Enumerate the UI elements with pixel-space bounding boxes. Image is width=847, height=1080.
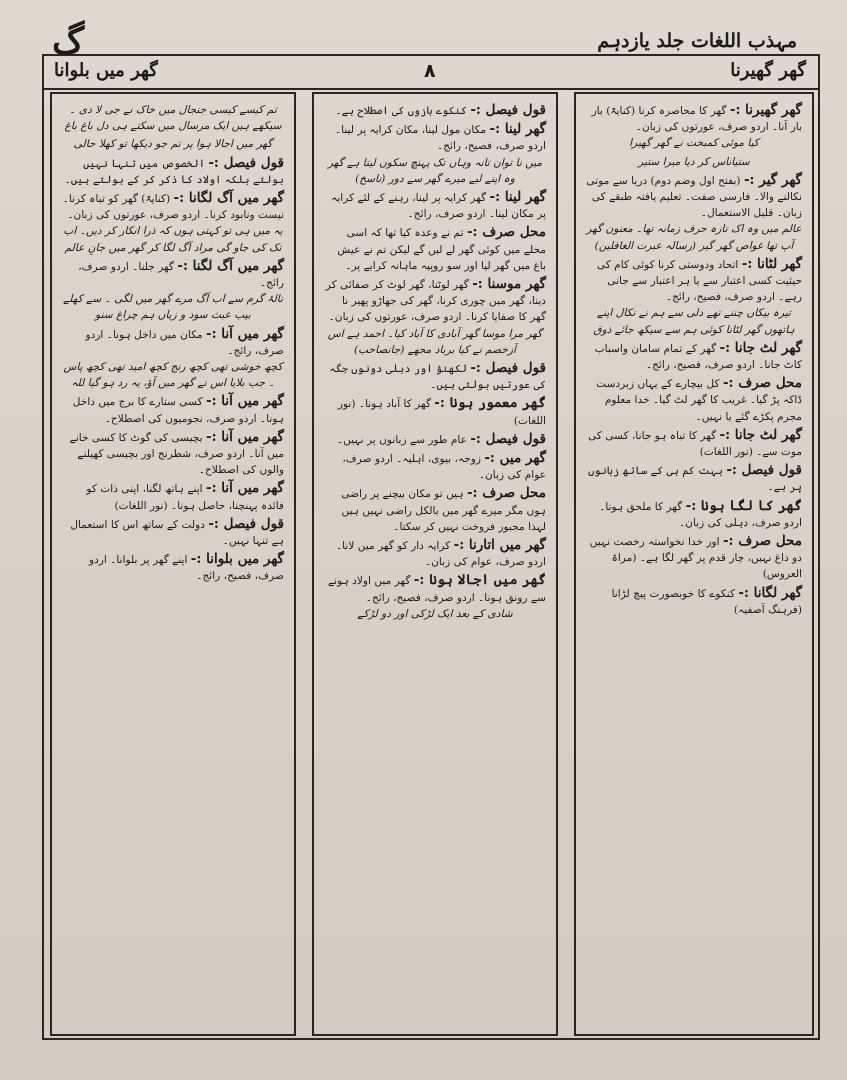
entry-headword: محل صرف :- (722, 375, 802, 392)
dictionary-entry (62, 102, 284, 134)
dictionary-entry (62, 429, 284, 479)
page-number: ۸ (424, 60, 436, 82)
entry-headword: قول فیصل :- (208, 515, 284, 532)
dictionary-entry (62, 516, 284, 549)
entry-definition: بچیسی کی گوٹ کا کسی خانے میں آنا۔ اردو صرف، شطرنج اور بچیسی کھیلنے والوں کی اصطلاح۔ (69, 431, 284, 477)
page-header (44, 56, 818, 90)
entry-verse: کیا موئی کمبخت نے گھر گھیرا (629, 137, 759, 150)
entry-definition: اور خدا نخواستہ رخصت نہیں دو داغ نہیں، چار قدم پر گھر لگا ہے۔ (مراۃ العروس) (589, 536, 802, 581)
dictionary-entry (586, 585, 802, 618)
header-first-entry: گھر گھیرنا (730, 60, 806, 81)
page-frame (42, 54, 820, 1040)
entry-headword: گھر میں :- (484, 450, 546, 467)
dictionary-entry (62, 326, 284, 392)
entry-headword: قول فیصل :- (470, 430, 546, 447)
dictionary-entry (324, 395, 546, 428)
entry-headword: محل صرف :- (466, 485, 546, 502)
entry-verse: میں نا توان تانہ وہاں تک پہنچ سکوں لیتا ہے گھر وہ اپنے لیے میرے گھر سے دور (ناسخ) (327, 156, 543, 185)
header-last-entry: گھر میں بلوانا (54, 60, 158, 81)
entry-headword: گھر لٹانا :- (741, 255, 802, 272)
entry-definition: اتحاد ودوستی کرنا کوئی کام کی حیثیت کسی اعتبار سے یا ہر اعتبار سے جانی رہے۔ اردو صرف، فصیح، رائج۔ (596, 258, 802, 304)
entry-headword: گھر لینا :- (489, 189, 546, 206)
dictionary-entry (62, 393, 284, 426)
entry-headword: گھر میں آگ لگنا :- (177, 257, 284, 274)
entry-headword: گھر کا لگا ہونا :- (685, 497, 802, 514)
entry-definition: گھر لوٹنا، گھر لوٹ کر صفائی کر دینا، گھر میں چوری کرنا، گھر کی جھاڑو پھیر نا گھر کا صفایا کرنا۔ اردو صرف، عورتوں کی زبان۔ (325, 279, 546, 324)
dictionary-entry (324, 537, 546, 570)
entry-verse: تیرہ بیکاں چننے تھے دلی سے ہم نے نکال اپنے ہاتھوں گھر لٹانا کوئی ہم سے سیکھ جائے ذوق (593, 307, 795, 336)
dictionary-entry (586, 102, 802, 152)
dictionary-entry (62, 190, 284, 256)
entry-definition: اپنے گھر پر بلوانا۔ اردو صرف، فصیح، رائج۔ (88, 554, 284, 583)
dictionary-entry (62, 155, 284, 188)
entry-headword: گھر میں بلوانا :- (190, 551, 284, 568)
entry-definition: گھر کا آباد ہونا۔ (نور اللغات) (337, 398, 546, 427)
dictionary-entry (586, 256, 802, 338)
entry-verse: یہ میں ہی تو کہتی ہوں کہ ذرا انکار کر دیں۔ اب تک کی جاو گی مراد آگ لگا کر گھر میں جانِ عالم (63, 225, 283, 254)
dictionary-entry (586, 375, 802, 425)
entry-verse: ستیاناس کر دیا میرا ستیر (638, 155, 750, 168)
entry-headword: گھر گیر :- (743, 171, 802, 188)
dictionary-entry (586, 533, 802, 583)
entry-definition: لکھنؤ اور دہلی دونوں جگہ کی عورتیں بولتی ہیں۔ (329, 363, 546, 392)
entry-definition: کسی ستارے کا برج میں داخل ہونا۔ اردو صرف، نجومیوں کی اصطلاح۔ (72, 396, 284, 425)
column-middle (312, 92, 558, 1036)
entry-headword: گھر میں آنا :- (206, 428, 284, 445)
dictionary-entry (324, 360, 546, 393)
entry-definition: مکان مول لینا، مکان کرایہ پر لینا۔ اردو صرف، فصیح، رائج۔ (334, 124, 546, 153)
entry-headword: قول فیصل :- (470, 360, 546, 377)
entry-definition: کرایہ دار کو گھر میں لانا۔ اردو صرف، عوام کی زبان۔ (335, 540, 546, 569)
entry-verse: گھر مرا موسا گھر آبادی کا آباد کیا۔ احمد ہے اس آزخصم نے کیا برباد مجھے (جانصاحب) (327, 327, 543, 356)
running-title: مہذب اللغات جلد یازدہم (597, 30, 797, 52)
entry-definition: گھر جلنا۔ اردو صرف، رائج۔ (78, 260, 284, 290)
dictionary-entry (586, 427, 802, 460)
entry-definition: گھر کے تمام سامان واسباب کاٹ جانا۔ اردو صرف، فصیح، رائج۔ (594, 342, 802, 372)
dictionary-entry (586, 498, 802, 531)
dictionary-entry (324, 121, 546, 187)
entry-definition: گھر کا تباہ ہو جانا، کسی کی موت سے۔ (نور اللغات) (588, 429, 802, 459)
dictionary-entry (324, 572, 546, 622)
dictionary-entry (586, 154, 802, 170)
entry-definition: مکان میں داخل ہونا۔ اردو صرف، رائج۔ (85, 328, 284, 357)
entry-definition: زوجہ، بیوی، اہلیہ۔ اردو صرف، عوام کی زبان۔ (342, 453, 546, 482)
entry-verse: گھر میں اجالا ہوا پر تم جو دیکھا تو کھلا حالی (73, 138, 273, 151)
dictionary-entry (324, 189, 546, 222)
entry-definition: (کنایۃً) گھر کو تباہ کرنا۔ نیست ونابود کرنا۔ اردو صرف، عورتوں کی زبان۔ (62, 193, 284, 222)
entry-headword: قول فیصل :- (726, 462, 802, 479)
entry-definition: اپنے ہاتھ لگنا، اپنی ذات کو فائدہ پہنچنا، حاصل ہونا۔ (نور اللغات) (86, 483, 284, 512)
dictionary-entry (324, 224, 546, 274)
dictionary-entry (62, 551, 284, 584)
column-right (574, 92, 814, 1036)
entry-headword: محل صرف :- (466, 224, 546, 241)
entry-definition: کل بیچارے کے یہاں زبردست ڈاکہ پڑ گیا۔ غریب کا گھر لٹ گیا۔ خدا معلوم مجرم پکڑے گئے یا نہیں۔ (596, 378, 802, 423)
entry-definition: تم نے وعدہ کیا تھا کہ اسی محلے میں کوئی گھر لے لیں گے لیکن تم نے عیش باغ میں گھر لیا اور سو روپیہ ماہانہ کرایے پر۔ (337, 227, 546, 272)
entry-definition: گھر میں اولاد ہونے سے رونق ہونا۔ اردو صرف، فصیح، رائج۔ (327, 575, 546, 604)
entry-headword: گھر میں آگ لگانا :- (173, 190, 284, 207)
entry-definition: گھر کرایہ پر لینا، رہنے کے لئے کرایہ پر مکان لینا۔ اردو صرف، رائج۔ (331, 192, 546, 221)
entry-headword: گھر لٹ جانا :- (719, 426, 802, 443)
entry-headword: گھر میں آنا :- (206, 393, 284, 410)
entry-definition: کنکوے کا خوبصورت پیچ لڑانا (فرہنگ آصفیہ) (611, 587, 802, 616)
entry-verse: نالۂ گرم سے اب آگ مرے گھر میں لگی ۔ سے کھلے بیب عبث سود و زیاں ہم چراغ سنو (63, 293, 283, 322)
dictionary-entry (586, 340, 802, 373)
dictionary-entry (324, 102, 546, 119)
entry-headword: گھر گھیرنا :- (729, 102, 802, 118)
entry-verse: شادی کے بعد ایک لڑکی اور دو لڑکے (357, 607, 513, 620)
entry-headword: گھر میں اجالا ہونا :- (413, 572, 546, 589)
entry-verse: عالم میں وہ اک تازہ حرف زمانہ تھا۔ معنون گھر آپ تھا غواص گھر گیر (رسالہ عبرت الغافلین) (586, 223, 802, 252)
entry-definition: گھر کا محاصرہ کرنا (کنایۃً) بار بار آنا۔ اردو صرف، عورتوں کی زبان۔ (591, 105, 802, 134)
entry-headword: گھر میں آنا :- (206, 480, 284, 497)
entry-verse: تم کیسے کیسی جنجال میں خاک نے جی لا دی ۔ سیکھے ہیں ایک مرسال میں سکتے ہی دل باغ باغ (64, 104, 282, 133)
entry-headword: قول فیصل :- (470, 102, 546, 118)
entry-headword: گھر میں اتارنا :- (453, 537, 546, 554)
dictionary-entry (324, 431, 546, 448)
entry-definition: بہت کم ہی کے ساتھ زبانوں پر ہے۔ (588, 465, 802, 494)
dictionary-entry (324, 276, 546, 358)
entry-definition: الخصوص میں تنہا نہیں بولتے بلکہ اولاد کا ذکر کر کے بولتے ہیں۔ (64, 157, 284, 186)
entry-definition: عام طور سے زبانوں پر نہیں۔ (336, 433, 467, 446)
dictionary-entry (324, 450, 546, 483)
dictionary-entry (586, 462, 802, 495)
top-strip (0, 14, 847, 62)
entry-definition: کنکوے بازوں کی اصطلاح ہے۔ (335, 105, 467, 117)
entry-definition: (بفتح اول وضم دوم) دریا سے موتی نکالنے والا۔ فارسی صفت۔ تعلیم یافتہ طبقے کی زبان۔ قلیل الاستعمال۔ (586, 174, 802, 220)
entry-headword: گھر لٹ جانا :- (719, 339, 802, 356)
entry-verse: کچھ خوشی تھی کچھ رنج کچھ امید تھی کچھ پاس ۔ جب بلایا اس نے گھر میں آؤ، یہ رد ہو گیا للہ (63, 361, 283, 390)
column-left (50, 92, 296, 1036)
dictionary-entry (324, 485, 546, 535)
entry-headword: محل صرف :- (722, 533, 802, 550)
entry-definition: ہیں تو مکان بیچنے پر راضی ہوں مگر میرے گھر میں بالکل راضی نہیں ہیں لہذا مجبور فروخت نہیں کر سکتا۔ (341, 488, 546, 533)
entry-headword: گھر میں آنا :- (206, 325, 284, 342)
entry-headword: گھر معمور ہونا :- (434, 395, 546, 412)
entry-headword: گھر موسنا :- (472, 276, 546, 293)
dictionary-entry (62, 480, 284, 513)
dictionary-entry (62, 136, 284, 152)
dictionary-entry (586, 172, 802, 254)
entry-definition: دولت کے ساتھ اس کا استعمال ہے تنہا نہیں۔ (70, 518, 284, 548)
dictionary-entry (62, 258, 284, 324)
entry-headword: گھر لینا :- (489, 121, 546, 138)
entry-definition: گھر کا ملحق ہونا۔ اردو صرف، دہلی کی زبان۔ (599, 500, 802, 529)
entry-headword: قول فیصل :- (208, 154, 284, 171)
corner-letter: گ (52, 20, 85, 62)
entry-headword: گھر لگانا :- (738, 584, 802, 601)
